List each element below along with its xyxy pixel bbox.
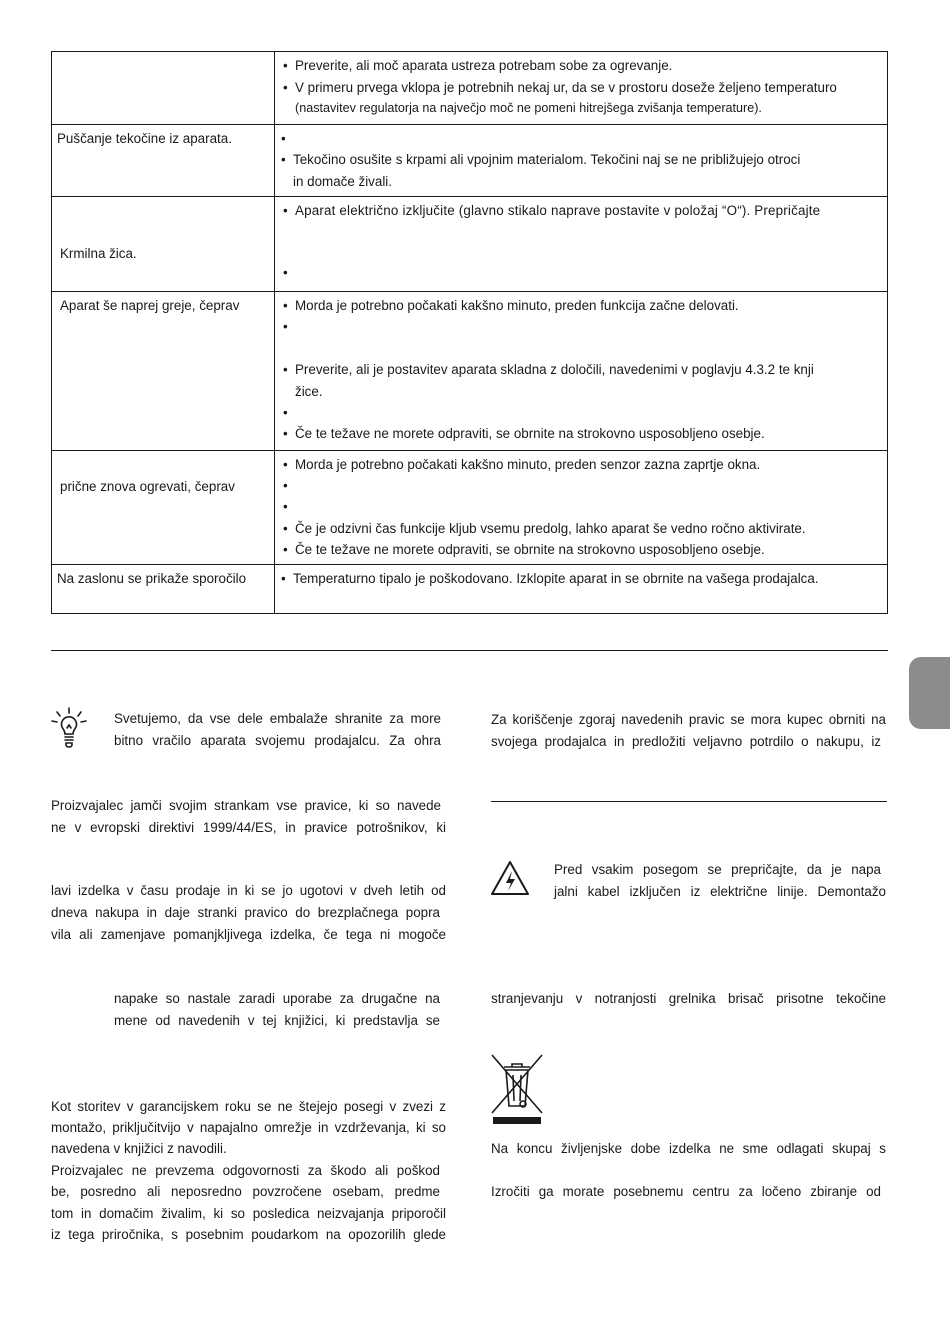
solution-cell	[275, 52, 888, 125]
table-row	[52, 52, 888, 125]
lightbulb-tip-icon	[50, 706, 88, 750]
warranty-paragraph-line: Proizvajalec ne prevzema odgovornosti za škodo ali poškod	[51, 1163, 440, 1178]
table-row	[52, 197, 888, 292]
warranty-paragraph-line: Kot storitev v garancijskem roku se ne štejejo posegi v zvezi z	[51, 1099, 446, 1114]
solution-line	[283, 262, 295, 284]
weee-crossed-bin-icon	[490, 1053, 544, 1125]
table-row	[52, 451, 888, 565]
cause-cell	[52, 197, 275, 292]
tip-line: bitno vračilo aparata svojemu prodajalcu. Za ohra	[114, 733, 441, 748]
solution-line: žice.	[295, 384, 323, 399]
cause-text: Krmilna žica.	[60, 246, 137, 261]
warranty-paragraph-line: dneva nakupa in daje stranki pravico do brezplačnega popra	[51, 905, 440, 920]
solution-line	[283, 496, 295, 518]
solution-cell	[275, 125, 888, 197]
solution-line: • Če te težave ne morete odpraviti, se obrnite na strokovno usposobljeno osebje.	[283, 539, 765, 561]
cause-text: Aparat še naprej greje, čeprav	[60, 298, 240, 313]
table-row	[52, 292, 888, 451]
disposal-paragraph-line: Izročiti ga morate posebnemu centru za ločeno zbiranje od	[491, 1184, 881, 1199]
solution-line	[283, 316, 295, 338]
warranty-paragraph-line: lavi izdelka v času prodaje in ki se jo ugotovi v dveh letih od	[51, 883, 446, 898]
electric-hazard-warning-icon	[490, 860, 530, 896]
solution-line	[283, 402, 295, 424]
cause-text: prične znova ogrevati, čeprav	[60, 479, 235, 494]
warranty-paragraph-line: mene od navedenih v tej knjižici, ki predstavlja se	[114, 1013, 440, 1028]
solution-line: • Morda je potrebno počakati kakšno minuto, preden senzor zazna zaprtje okna.	[283, 454, 760, 476]
cause-text: Puščanje tekočine iz aparata.	[57, 131, 232, 146]
table-row	[52, 125, 888, 197]
warranty-paragraph-line: navedena v knjižici z navodili.	[51, 1141, 227, 1156]
solution-line	[283, 475, 295, 497]
solution-cell	[275, 451, 888, 565]
warranty-paragraph-line: svojega prodajalca in predložiti veljavno potrdilo o nakupu, iz	[491, 734, 881, 749]
solution-cell	[275, 292, 888, 451]
cause-cell	[52, 451, 275, 565]
solution-line	[283, 200, 878, 222]
warranty-paragraph-line: tom in domačim živalim, ki so posledica neizvajanja priporočil	[51, 1206, 446, 1221]
solution-line: • Če te težave ne morete odpraviti, se obrnite na strokovno usposobljeno osebje.	[283, 423, 765, 445]
disposal-paragraph-line: Na koncu življenjske dobe izdelka ne sme odlagati skupaj s	[491, 1141, 886, 1156]
cause-cell	[52, 125, 275, 197]
section-divider	[51, 650, 888, 651]
warranty-paragraph-line: Za koriščenje zgoraj navedenih pravic se mora kupec obrniti na	[491, 712, 886, 727]
cause-cell	[52, 52, 275, 125]
warranty-paragraph-line: Proizvajalec jamči svojim strankam vse pravice, ki so navede	[51, 798, 441, 813]
solution-line: (nastavitev regulatorja na največjo moč ne pomeni hitrejšega zvišanja temperature).	[295, 101, 762, 115]
solution-line: • Temperaturno tipalo je poškodovano. Izklopite aparat in se obrnite na vašega prodajalca.	[281, 568, 819, 590]
warning-line: jalni kabel izključen iz električne linije. Demontažo	[554, 884, 886, 899]
solution-text: Aparat električno izključite (glavno stikalo naprave postavite v položaj “O“). Prepričajte	[295, 203, 821, 218]
solution-line: • Preverite, ali moč aparata ustreza potrebam sobe za ogrevanje.	[283, 55, 672, 77]
section-divider	[491, 801, 887, 802]
warranty-paragraph-line: iz tega priročnika, s posebnim poudarkom na opozorilih glede	[51, 1227, 446, 1242]
solution-line: • Če je odzivni čas funkcije kljub vsemu predolg, lahko aparat še vedno ročno aktivirate.	[283, 518, 806, 540]
solution-cell	[275, 565, 888, 614]
warranty-paragraph-line: vila ali zamenjave pomanjkljivega izdelka, če tega ni mogoče	[51, 927, 446, 942]
cause-cell	[52, 565, 275, 614]
chapter-side-tab	[909, 657, 950, 729]
cause-text: Na zaslonu se prikaže sporočilo	[57, 571, 247, 586]
solution-line: • Preverite, ali je postavitev aparata skladna z določili, navedenimi v poglavju 4.3.2 te knji	[283, 359, 814, 381]
table-row	[52, 565, 888, 614]
tip-line: Svetujemo, da vse dele embalaže shranite za more	[114, 711, 441, 726]
warranty-paragraph-line: montažo, priključitvijo v napajalno omrežje in vzdrževanja, ki so	[51, 1120, 446, 1135]
cause-cell	[52, 292, 275, 451]
troubleshooting-table	[51, 51, 888, 614]
warranty-paragraph-line: ne v evropski direktivi 1999/44/ES, in pravice potrošnikov, ki	[51, 820, 446, 835]
solution-cell	[275, 197, 888, 292]
solution-line: • V primeru prvega vklopa je potrebnih nekaj ur, da se v prostoru doseže željeno temperaturo	[283, 77, 837, 99]
solution-line	[281, 128, 293, 150]
warning-line: Pred vsakim posegom se prepričajte, da je napa	[554, 862, 881, 877]
solution-line: • Morda je potrebno počakati kakšno minuto, preden funkcija začne delovati.	[283, 295, 739, 317]
maintenance-paragraph-line: stranjevanju v notranjosti grelnika brisač prisotne tekočine	[491, 991, 886, 1006]
solution-line: • Tekočino osušite s krpami ali vpojnim materialom. Tekočini naj se ne približujejo otroci	[281, 149, 800, 171]
solution-line: in domače živali.	[293, 174, 392, 189]
warranty-paragraph-line: be, posredno ali neposredno povzročene osebam, predme	[51, 1184, 440, 1199]
warranty-paragraph-line: napake so nastale zaradi uporabe za drugačne na	[114, 991, 440, 1006]
